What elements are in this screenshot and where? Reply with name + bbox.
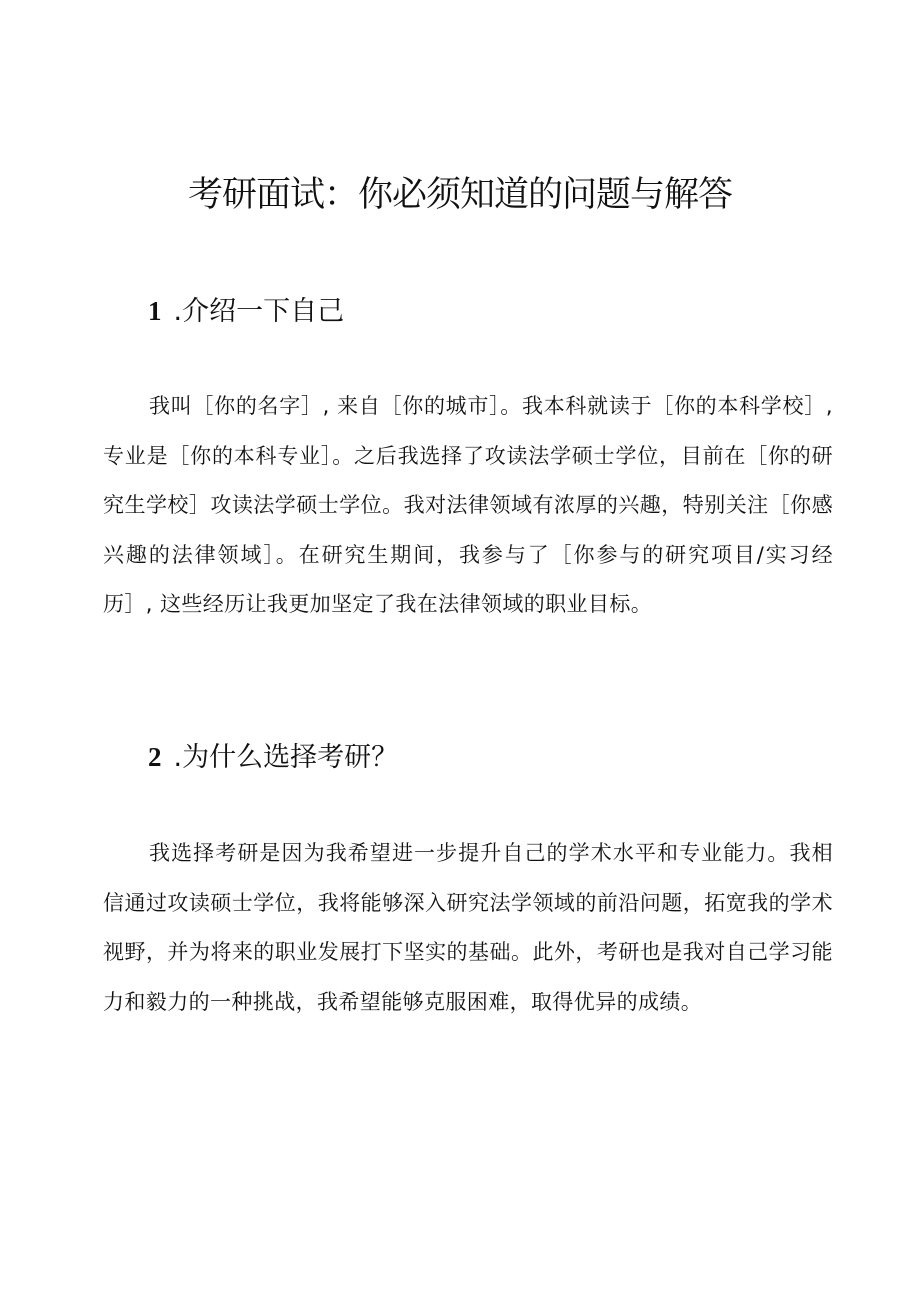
section-heading-introduce-yourself bbox=[148, 291, 344, 332]
section-heading-why-graduate-exam bbox=[148, 737, 398, 778]
section-heading-text: .为什么选择考研？ bbox=[173, 742, 399, 773]
document-title: 考研面试：你必须知道的问题与解答 bbox=[187, 175, 732, 215]
section-number: 1 bbox=[148, 296, 162, 326]
section-body-why-graduate-exam: 我选择考研是因为我希望进一步提升自己的学术水平和专业能力。我相信通过攻读硕士学位，我将能够深入研究法学领域的前沿问题，拓宽我的学术视野，并为将来的职业发展打下坚实的基础。此外，考研也是我对自己学习能力和毅力的一种挑战，我希望能够克服困难，取得优异的成绩。 bbox=[103, 841, 833, 1014]
section-heading-text: .介绍一下自己 bbox=[173, 296, 345, 327]
section-number: 2 bbox=[148, 742, 162, 772]
section-body-introduce-yourself: 我叫［你的名字］, 来自［你的城市］。我本科就读于［你的本科学校］, 专业是［你的本科专业］。之后我选择了攻读法学硕士学位，目前在［你的研究生学校］攻读法学硕士学位。我对法律领域有浓厚的兴趣，特别关注［你感兴趣的法律领域］。在研究生期间，我参与了［你参与的研究项目/实习经历］, 这些经历让我更加坚定了我在法律领域的职业目标。 bbox=[103, 394, 833, 617]
